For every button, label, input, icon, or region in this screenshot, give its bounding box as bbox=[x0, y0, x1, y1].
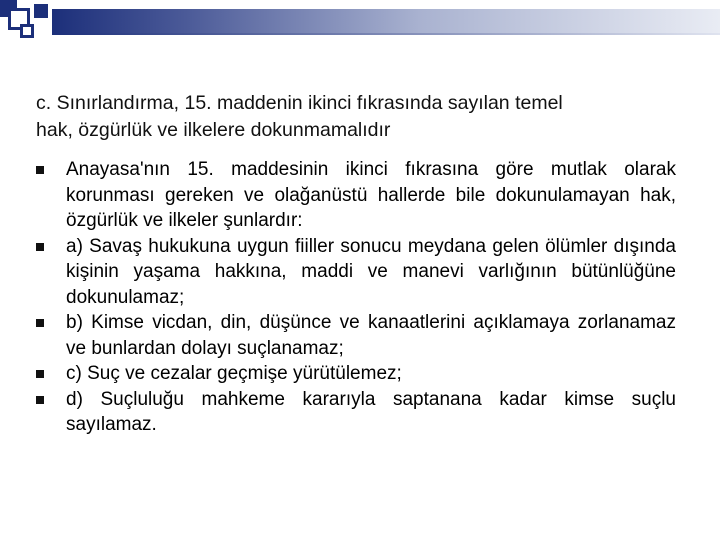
square-bullet-icon bbox=[36, 370, 44, 378]
square-solid-small bbox=[34, 4, 48, 18]
header-gradient-band bbox=[52, 9, 720, 35]
square-bullet-icon bbox=[36, 243, 44, 251]
square-bullet-icon bbox=[36, 319, 44, 327]
list-item bbox=[36, 234, 676, 311]
bullet-text: b) Kimse vicdan, din, düşünce ve kanaatlerini açıklamaya zorlanamaz ve bunlardan dolayı suçlanamaz; bbox=[66, 312, 676, 359]
bullet-list bbox=[36, 157, 676, 438]
square-bullet-icon bbox=[36, 396, 44, 404]
list-item bbox=[36, 387, 676, 438]
square-outline-small bbox=[20, 24, 34, 38]
bullet-text: c) Suç ve cezalar geçmişe yürütülemez; bbox=[66, 363, 402, 384]
bullet-text: d) Suçluluğu mahkeme kararıyla saptanana kadar kimse suçlu sayılamaz. bbox=[66, 388, 676, 435]
list-item bbox=[36, 310, 676, 361]
square-bullet-icon bbox=[36, 166, 44, 174]
list-item bbox=[36, 157, 676, 234]
bullet-text: a) Savaş hukukuna uygun fiiller sonucu meydana gelen ölümler dışında kişinin yaşama hakkına, maddi ve manevi varlığının bütünlüğüne dokunulamaz; bbox=[66, 235, 676, 308]
list-item bbox=[36, 361, 676, 387]
slide-subtitle: c. Sınırlandırma, 15. maddenin ikinci fıkrasında sayılan temel hak, özgürlük ve ilkelere dokunmamalıdır bbox=[36, 92, 563, 141]
header-divider bbox=[52, 33, 720, 35]
bullet-text: Anayasa'nın 15. maddesinin ikinci fıkrasına göre mutlak olarak korunması gereken ve olağanüstü hallerde bile dokunulamayan hak, özgürlük ve ilkeler şunlardır: bbox=[66, 159, 676, 231]
